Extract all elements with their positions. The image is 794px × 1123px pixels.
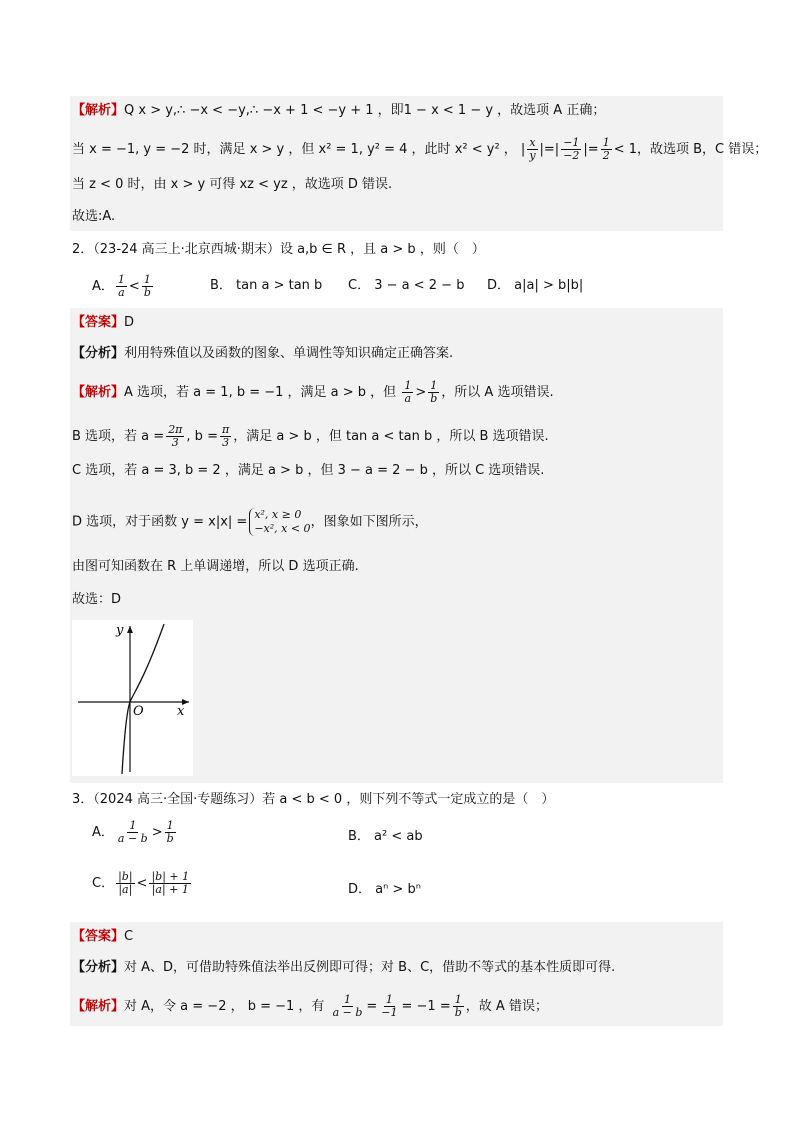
- denominator: a − b: [332, 1006, 363, 1019]
- fenxi-tag: 【分析】: [72, 346, 125, 361]
- fraction: [116, 820, 150, 845]
- denominator: b: [166, 832, 174, 845]
- denominator: −2: [563, 149, 580, 162]
- q3-answer: [72, 927, 133, 947]
- q3-option-d: D． aⁿ > bⁿ: [348, 882, 421, 897]
- q1-line3: 当 z < 0 时，由 x > y 可得 xz < yz ，故选项 D 错误.: [72, 177, 393, 192]
- numerator: |b| + 1: [151, 870, 190, 883]
- q3-stem: 3．（2024 高三·全国·专题练习）若 a < b < 0 ，则下列不等式一定成立的是（ ）: [72, 792, 555, 807]
- denominator: a − b: [117, 832, 148, 845]
- numerator: 2π: [168, 423, 183, 436]
- solution-text-end: ，满足 a > b ，但 tan a < tan b ，所以 B 选项错误.: [233, 429, 549, 444]
- q2-option-d: D． a|a| > b|b|: [487, 278, 584, 293]
- jiexi-tag: 【解析】: [72, 385, 125, 400]
- fraction: [142, 274, 153, 299]
- q3-solution-a: 【解析】对 A，令 a = −2 ， b = −1 ，有 $\frac{1}{a - b}$ = $\frac{1}{-1}$ = −1 = $\frac{1}{b}$ ，故 A 错误；: [72, 993, 548, 1019]
- denominator: 2: [602, 149, 610, 162]
- denominator: b: [143, 286, 151, 299]
- fenxi-text: 对 A、D，可借助特殊值法举出反例即可得；对 B、C，借助不等式的基本性质即可得.: [124, 960, 616, 975]
- denominator: 3: [171, 436, 179, 449]
- q2-option-b: B． tan a > tan b: [210, 278, 323, 293]
- fraction: [166, 424, 184, 449]
- jiexi-tag: 【解析】: [72, 103, 125, 118]
- piecewise-case: x², x ≥ 0: [254, 508, 302, 521]
- cubic-graph-figure: [72, 620, 193, 776]
- solution-text: A 选项，若 a = 1, b = −1 ，满足 a > b ，但: [124, 385, 397, 400]
- fraction: [527, 137, 537, 162]
- numerator: 1: [454, 993, 462, 1006]
- answer-tag: 【答案】: [72, 929, 125, 944]
- option-label: A．: [92, 279, 114, 294]
- q1-line1-text: Q x > y,∴ −x < −y,∴ −x + 1 < −y + 1 ，即1 − x < 1 − y ，故选项 A 正确；: [124, 103, 606, 118]
- denominator: y: [529, 149, 536, 162]
- numerator: 1: [430, 379, 438, 392]
- q2-solution-b: [72, 424, 549, 449]
- numerator: π: [221, 423, 230, 436]
- fraction: [220, 424, 231, 449]
- option-label: C．: [92, 876, 115, 891]
- curve-y-x-abs-x: [122, 624, 164, 774]
- q2-solution-a: 【解析】A 选项，若 a = 1, b = −1 ，满足 a > b ，但 $\frac{1}{a}$ > $\frac{1}{b}$ ，所以 A 选项错误.: [72, 379, 554, 405]
- numerator: 1: [117, 273, 125, 286]
- answer-value: C: [124, 929, 134, 944]
- q1-line2-text: 当 x = −1, y = −2 时，满足 x > y ，但 x² = 1, y² = 4 ，此时 x² < y² ，: [72, 142, 517, 157]
- jiexi-tag: 【解析】: [72, 999, 125, 1014]
- q3-option-c: C． $\frac{|b|}{|a|}$ < $\frac{|b| + 1}{|a| + 1}$: [92, 870, 190, 896]
- solution-text-end: ，故 A 错误；: [465, 999, 548, 1014]
- fraction: [331, 994, 365, 1019]
- q2-option-a: A． $\frac{1}{a}$ < $\frac{1}{b}$: [92, 273, 151, 299]
- fraction: [379, 994, 399, 1019]
- solution-text-mid: = −1 =: [401, 999, 451, 1014]
- q2-stem: 2．（23-24 高三上·北京西城·期末）设 a,b ∈ R ，且 a > b ，则（ ）: [72, 242, 485, 257]
- fraction: [116, 274, 127, 299]
- q1-line2-end: ，故选项 B，C 错误；: [636, 142, 768, 157]
- q1-line1: [72, 101, 605, 121]
- q1-answer: 故选:A.: [72, 209, 116, 224]
- numerator: 1: [166, 819, 174, 832]
- fraction: [428, 380, 439, 405]
- denominator: |a|: [118, 883, 133, 896]
- y-axis-label: y: [116, 623, 124, 638]
- q1-line2: 当 x = −1, y = −2 时，满足 x > y ，但 x² = 1, y² = 4 ，此时 x² < y² ， | $\frac{x}{y}$ |=| $\frac{-1}{-2}$ |= $\frac{1}{2}$ < 1，故选项 B，C 错误；: [72, 136, 768, 162]
- denominator: a: [118, 286, 125, 299]
- fraction: [402, 380, 413, 405]
- fenxi-tag: 【分析】: [72, 960, 125, 975]
- denominator: b: [454, 1006, 462, 1019]
- q3-analysis: [72, 958, 615, 978]
- answer-value: D: [124, 315, 135, 330]
- piecewise: [249, 508, 310, 536]
- numerator: 1: [343, 993, 351, 1006]
- fraction: [149, 871, 191, 896]
- fraction: [601, 137, 612, 162]
- q2-option-c: C． 3 − a < 2 − b: [348, 278, 465, 293]
- x-axis-label: x: [177, 704, 185, 719]
- denominator: a: [404, 392, 412, 405]
- fenxi-text: 利用特殊值以及函数的图象、单调性等知识确定正确答案.: [124, 346, 454, 361]
- solution-text-mid: , b =: [186, 429, 218, 444]
- q2-analysis: [72, 344, 453, 364]
- answer-tag: 【答案】: [72, 315, 125, 330]
- piecewise-case: −x², x < 0: [254, 522, 311, 535]
- numerator: 1: [602, 136, 610, 149]
- graph-svg: [72, 620, 193, 776]
- numerator: −1: [563, 136, 580, 149]
- origin-label: O: [133, 704, 144, 719]
- solution-text: 对 A，令 a = −2 ， b = −1 ，有: [124, 999, 325, 1014]
- denominator: −1: [381, 1006, 398, 1019]
- denominator: |a| + 1: [151, 883, 189, 896]
- fraction: [116, 871, 134, 896]
- solution-text: B 选项，若 a =: [72, 429, 165, 444]
- numerator: 1: [404, 379, 412, 392]
- solution-text: D 选项，对于函数 y = x|x| =: [72, 514, 248, 530]
- q3-option-b: B． a² < ab: [348, 829, 423, 844]
- fraction: [561, 137, 581, 162]
- fraction: [165, 820, 176, 845]
- q2-answer: [72, 313, 134, 333]
- q2-solution-e: 由图可知函数在 R 上单调递增，所以 D 选项正确.: [72, 559, 359, 574]
- q2-solution-c: C 选项，若 a = 3, b = 2 ，满足 a > b ，但 3 − a = 2 − b ，所以 C 选项错误.: [72, 463, 545, 478]
- numerator: x: [529, 136, 536, 149]
- solution-text-end: ，所以 A 选项错误.: [441, 385, 554, 400]
- numerator: 1: [385, 993, 393, 1006]
- fraction: [453, 994, 464, 1019]
- option-label: A．: [92, 825, 114, 840]
- numerator: |b|: [118, 870, 133, 883]
- numerator: 1: [129, 819, 137, 832]
- y-axis-arrow-icon: [127, 626, 133, 633]
- q3-option-a: A． $\frac{1}{a - b}$ > $\frac{1}{b}$: [92, 819, 174, 845]
- numerator: 1: [143, 273, 151, 286]
- denominator: b: [430, 392, 438, 405]
- denominator: 3: [222, 436, 230, 449]
- q2-choose: 故选：D: [72, 592, 122, 607]
- q2-solution-d: [72, 508, 428, 536]
- solution-text-end: ，图象如下图所示，: [310, 514, 428, 530]
